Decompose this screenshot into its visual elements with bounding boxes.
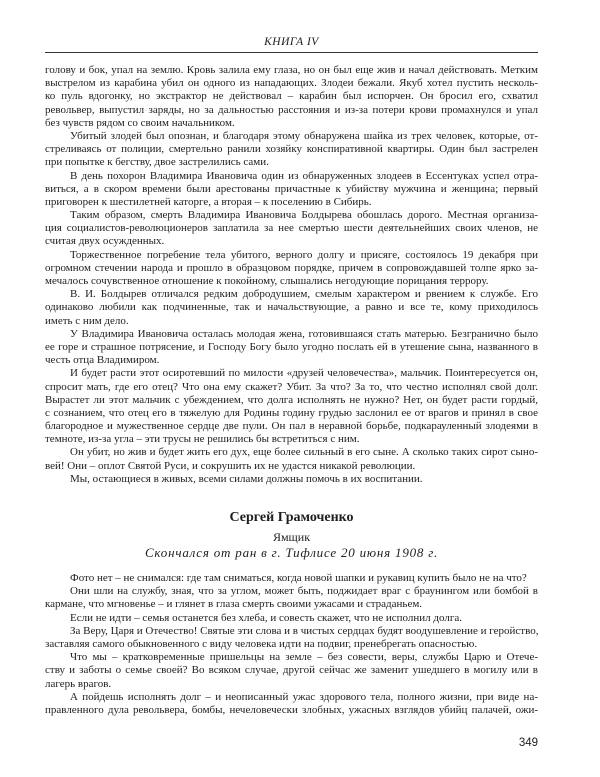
paragraph (45, 209, 538, 249)
text-line: виться, а в скором времени были арестованы причастные к убийству мужчина и женщина; первый (45, 182, 538, 195)
paragraph (45, 572, 538, 585)
paragraph (45, 130, 538, 170)
text-line: И будет расти этот осиротевший по милости «друзей человечества», мальчик. Поинтересуется он, (70, 367, 538, 380)
text-line: иметь с ним дело. (45, 314, 129, 327)
section-gramochenko-text (45, 572, 538, 717)
text-line: За Веру, Царя и Отечество! Святые эти слова и в чистых сердцах будят воодушевление и геройство, (70, 624, 539, 637)
author-name: Сергей Грамоченко (229, 510, 354, 525)
paragraph (45, 625, 538, 651)
text-line: В день похорон Владимира Ивановича один из обнаруженных злодеев в Ессентуках успел отра- (70, 169, 538, 182)
paragraph (45, 612, 538, 625)
text-line: благородное и мужественное сердце две пули. Он пал в неравной борьбе, подкарауленный злодеями в (45, 420, 538, 433)
text-line: А пойдешь исполнять долг – и неописанный ужас здорового тела, полного жизни, при виде на- (70, 690, 538, 703)
header-rule (45, 52, 538, 53)
text-line: одинаково любили как подчиненные, так и начальствующие, а равно и все те, кому приходилось (45, 301, 538, 314)
text-line: ко пуль вдогонку, но экстрактор не действовал – карабин был испорчен. Он бросил его, схватил (45, 90, 538, 103)
paragraph (45, 585, 538, 611)
text-line: Они шли на службу, зная, что за углом, может быть, поджидает враг с браунингом или бомбой в (70, 585, 538, 598)
text-line: Торжественное погребение тела убитого, верного долгу и присяге, состоялось 19 декабря при (70, 248, 538, 261)
text-line: считая двух осужденных. (45, 235, 165, 248)
text-line: ству и заботы о семье своей? Во всяком случае, другой сейчас же заменит ушедшего в могилу или в (45, 664, 538, 677)
text-line: Если не идти – семья останется без хлеба, и совесть скажет, что не исполнил долга. (70, 611, 462, 624)
section-boldyrev-text (45, 64, 538, 486)
text-line: Убитый злодей был опознан, и благодаря этому обнаружена шайка из трех человек, которые, от- (70, 129, 538, 142)
author-role: Ямщик (272, 530, 311, 544)
paragraph (45, 170, 538, 210)
text-line: без чувств рядом со своим начальником. (45, 116, 235, 129)
text-line: мечалось сочувственное отношение к покойному, слышались негодующие порицания террору. (45, 275, 489, 287)
paragraph (45, 64, 538, 130)
text-line: Что мы – кратковременные пришельцы на земле – без совести, веры, службы Царю и Отече- (70, 651, 538, 664)
running-header: КНИГА IV (264, 36, 319, 48)
text-line: револьвер, выпустил заряды, но за дальностью расстояния и из-за потери крови промахнулся и упал (45, 103, 538, 116)
text-line: ее горе и страшное потрясение, и Господу Богу было угодно послать ей в утешение сына, названного в (45, 340, 538, 353)
text-line: Вырастет ли этот мальчик с убеждением, что долга исполнять не нужно? Нет, он будет расти гордый, (45, 393, 538, 406)
paragraph (45, 249, 538, 289)
text-line: У Владимира Ивановича осталась молодая жена, готовившаяся стать матерью. Безгранично было (70, 327, 538, 340)
page-number: 349 (518, 737, 538, 749)
text-line: стреливаясь от полиции, смертельно ранили хозяйку конспиративной квартиры. Один был застрелен (45, 143, 538, 156)
text-line: правленного дула револьвера, бомбы, нечеловечески злобных, ужасных взглядов убийц палачей, ожи- (45, 703, 538, 716)
text-line: приговорен к шестилетней каторге, а вторая – к поселению в Сибирь. (45, 195, 372, 208)
paragraph (45, 328, 538, 368)
text-line: Таким образом, смерть Владимира Ивановича Болдырева обошлась дорого. Местная организа- (70, 209, 538, 222)
text-line: спросит мать, где его отец? Что она ему скажет? Убит. За что? За то, что честно исполнял свой долг. (45, 380, 538, 393)
text-line: кармане, что мгновенье – и глянет в глаза смерть своими ужасами и страданьем. (45, 598, 423, 611)
paragraph (45, 446, 538, 472)
text-line: Фото нет – не снимался: где там сниматься, когда новой шапки и рукавиц купить было не на что? (70, 572, 527, 584)
paragraph (45, 367, 538, 446)
text-line: вей! Они – оплот Святой Руси, и сокрушить их не удастся никакой революции. (45, 459, 416, 472)
death-note: Скончался от ран в г. Тифлисе 20 июня 1908 г. (144, 545, 439, 560)
text-line: при попытке к бегству, двое застрелились сами. (45, 156, 269, 169)
text-line: голову и бок, упал на землю. Кровь залила ему глаза, но он был еще жив и начал действовать. Метким (45, 64, 538, 76)
text-line: лагерь врагов. (45, 677, 112, 690)
paragraph (45, 691, 538, 717)
text-line: В. И. Болдырев отличался редким добродушием, смелым характером и рвением к службе. Его (70, 288, 538, 301)
text-line: ция социалистов-революционеров заплатила за нее смертью шести деятельнейших своих членов, не (45, 222, 538, 235)
text-line: темноте, из-за угла – эти трусы не решились бы встретиться с ним. (45, 433, 360, 446)
paragraph (45, 651, 538, 691)
paragraph (45, 473, 538, 486)
text-line: с сознанием, что отец его в тяжелую для Родины годину грудью заслонил ее от врагов и принял в свое (45, 406, 538, 419)
text-line: Он убит, но жив и будет жить его дух, еще более сильный в его сыне. А сколько таких сирот сыно- (70, 446, 538, 459)
text-line: огромном стечении народа и прошло в образцовом порядке, причем в сопровождавшей толпе ярко за- (45, 261, 538, 274)
text-line: Мы, остающиеся в живых, всеми силами должны помочь в их воспитании. (70, 472, 423, 485)
text-line: выстрелом из карабина убил он одного из нападающих. Злодеи бежали. Якуб хотел пустить несколь- (45, 77, 538, 90)
paragraph (45, 288, 538, 328)
text-line: честь отца Владимиром. (45, 354, 160, 367)
text-line: заставляя самого обыкновенного с виду человека идти на подвиг, пренебрегать опасностью. (45, 637, 478, 650)
